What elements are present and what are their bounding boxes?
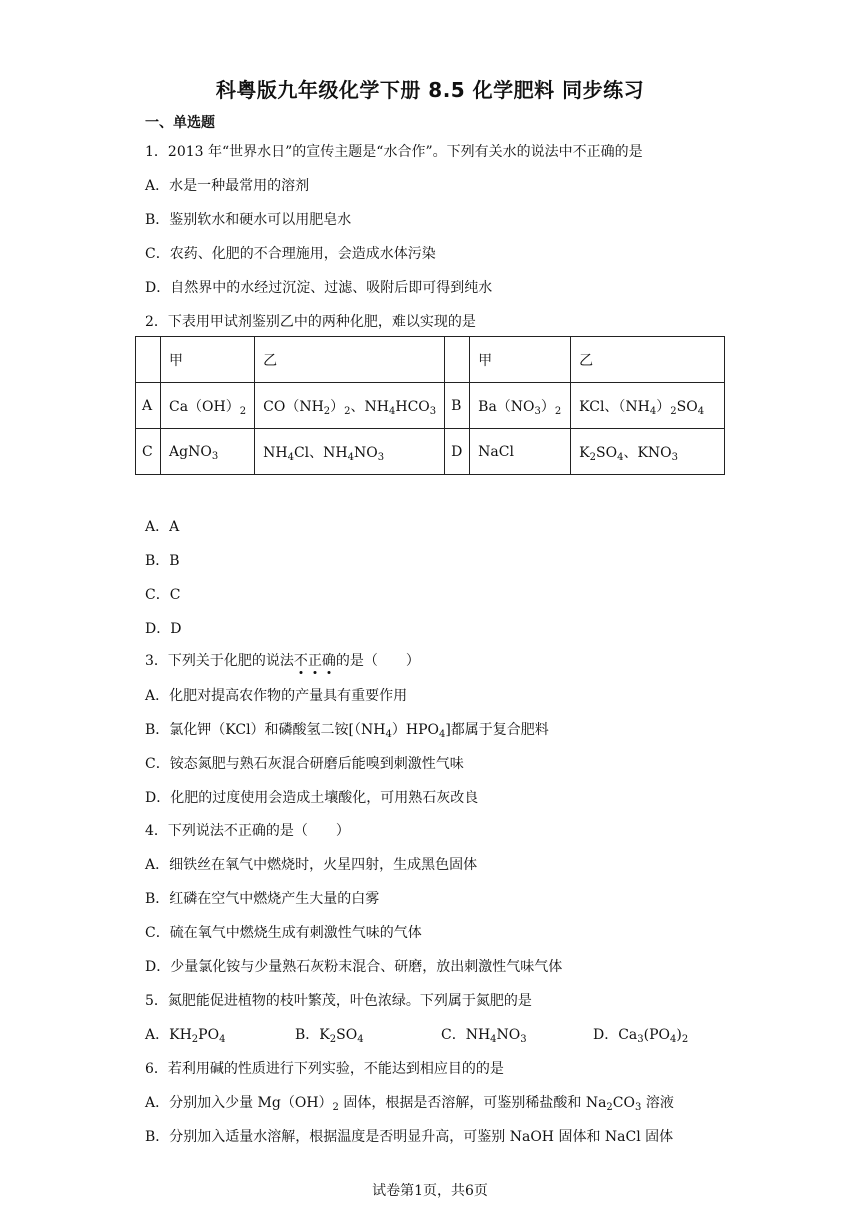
table-row	[136, 383, 725, 429]
table-header-jia: 甲	[161, 337, 255, 383]
table-header-yi: 乙	[571, 337, 725, 383]
table-header-jia: 甲	[470, 337, 571, 383]
fertilizer-cell: $NH_4Cl$、$NH_4NO_3$	[255, 429, 445, 475]
question-5-option-a[interactable]: A．$KH_2PO_4$	[145, 1027, 226, 1045]
question-2-option-c[interactable]: C．C	[145, 587, 181, 603]
fertilizer-cell: KCl、$(NH_4)_2SO_4$	[571, 383, 725, 429]
emphasis-dot-char: 正	[307, 653, 322, 669]
question-1-option-c[interactable]: C．农药、化肥的不合理施用，会造成水体污染	[145, 246, 436, 262]
question-4-option-c[interactable]: C．硫在氧气中燃烧生成有刺激性气味的气体	[145, 925, 422, 941]
reagent-table	[135, 336, 725, 475]
page-title: 科粤版九年级化学下册 8.5 化学肥料 同步练习	[215, 78, 645, 102]
fertilizer-cell: $CO(NH_2)_2$、$NH_4HCO_3$	[255, 383, 445, 429]
question-6-option-a[interactable]: A．分别加入少量 $Mg(OH)_2$ 固体，根据是否溶解，可鉴别稀盐酸和 $Na_2CO_3$ 溶液	[145, 1095, 674, 1113]
section-heading: 一、单选题	[145, 115, 215, 131]
question-1-stem: 1．2013 年“世界水日”的宣传主题是“水合作”。下列有关水的说法中不正确的是	[145, 144, 643, 160]
question-4-stem: 4．下列说法不正确的是（ ）	[145, 823, 350, 839]
question-5-stem: 5．氮肥能促进植物的枝叶繁茂，叶色浓绿。下列属于氮肥的是	[145, 993, 532, 1009]
row-label-d: D	[445, 429, 470, 475]
question-6-stem: 6．若利用碱的性质进行下列实验，不能达到相应目的的是	[145, 1061, 504, 1077]
question-1-option-d[interactable]: D．自然界中的水经过沉淀、过滤、吸附后即可得到纯水	[145, 280, 493, 296]
question-4-option-b[interactable]: B．红磷在空气中燃烧产生大量的白雾	[145, 891, 380, 907]
table-row	[136, 337, 725, 383]
row-label-a: A	[136, 383, 161, 429]
question-2-option-a[interactable]: A．A	[145, 519, 180, 535]
question-5-option-c[interactable]: C．$NH_4NO_3$	[441, 1027, 527, 1045]
question-1-option-a[interactable]: A．水是一种最常用的溶剂	[145, 178, 310, 194]
question-3-option-b[interactable]: B．氯化钾（KCl）和磷酸氢二铵$[(NH_4)HPO_4]$都属于复合肥料	[145, 722, 549, 740]
table-row	[136, 429, 725, 475]
question-5-option-d[interactable]: D．$Ca_3(PO_4)_2$	[593, 1027, 689, 1045]
question-4-option-a[interactable]: A．细铁丝在氧气中燃烧时，火星四射，生成黑色固体	[145, 857, 478, 873]
question-1-option-b[interactable]: B．鉴别软水和硬水可以用肥皂水	[145, 212, 352, 228]
reagent-cell: AgNO$_3$	[161, 429, 255, 475]
question-3-stem: 3．下列关于化肥的说法不正确的是（ ）	[145, 653, 420, 669]
question-3-option-d[interactable]: D．化肥的过度使用会造成土壤酸化，可用熟石灰改良	[145, 790, 479, 806]
reagent-cell: $Ba(NO_3)_2$	[470, 383, 571, 429]
reagent-cell: $Ca(OH)_2$	[161, 383, 255, 429]
question-2-stem: 2．下表用甲试剂鉴别乙中的两种化肥，难以实现的是	[145, 314, 476, 330]
question-2-option-b[interactable]: B．B	[145, 553, 180, 569]
question-3-option-c[interactable]: C．铵态氮肥与熟石灰混合研磨后能嗅到刺激性气味	[145, 756, 464, 772]
row-label-c: C	[136, 429, 161, 475]
question-6-option-b[interactable]: B．分别加入适量水溶解，根据温度是否明显升高，可鉴别 NaOH 固体和 NaCl 固体	[145, 1129, 674, 1145]
emphasis-dot-char: 确	[321, 653, 336, 669]
reagent-cell: NaCl	[470, 429, 571, 475]
page-footer: 试卷第1页，共6页	[372, 1183, 488, 1199]
question-4-option-d[interactable]: D．少量氯化铵与少量熟石灰粉末混合、研磨，放出刺激性气味气体	[145, 959, 563, 975]
table-cell	[445, 337, 470, 383]
question-5-option-b[interactable]: B．$K_2SO_4$	[295, 1027, 364, 1045]
question-2-option-d[interactable]: D．D	[145, 621, 182, 637]
row-label-b: B	[445, 383, 470, 429]
fertilizer-cell: $K_2SO_4$、$KNO_3$	[571, 429, 725, 475]
question-3-option-a[interactable]: A．化肥对提高农作物的产量具有重要作用	[145, 688, 408, 704]
table-cell	[136, 337, 161, 383]
emphasis-dot-char: 不	[293, 653, 308, 669]
table-header-yi: 乙	[255, 337, 445, 383]
